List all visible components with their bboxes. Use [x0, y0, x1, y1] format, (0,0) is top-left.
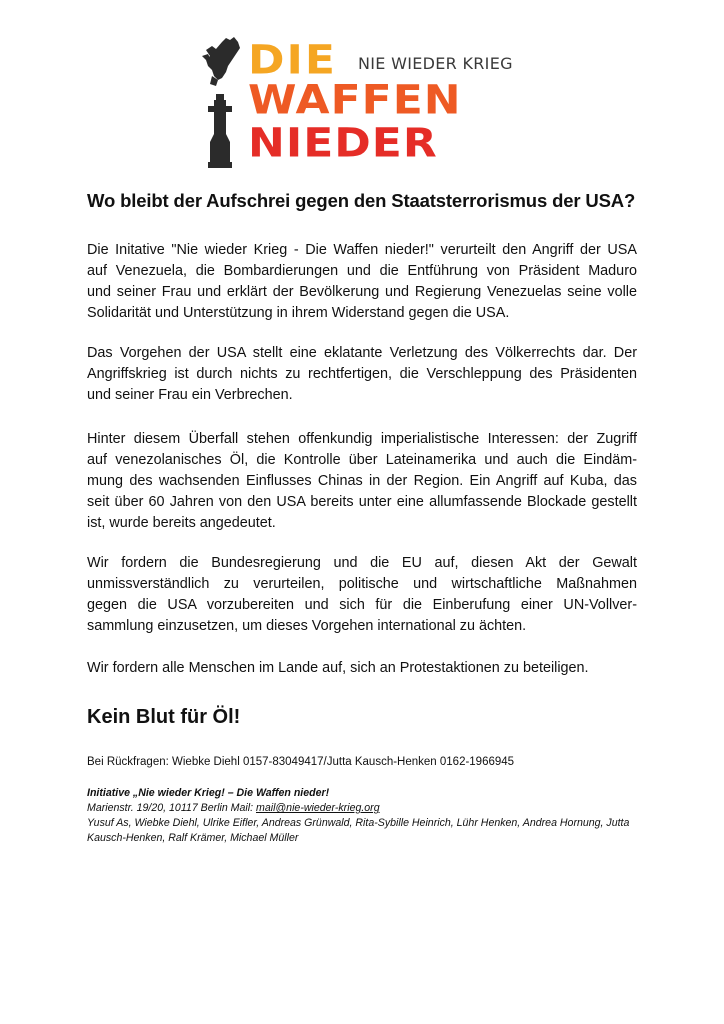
paragraph-line: auf venezolanisches Öl, die Kontrolle über Lateinamerika und auch die Eindäm- [87, 452, 637, 468]
email-link[interactable]: mail@nie-wieder-krieg.org [256, 802, 380, 814]
paragraph-line: Das Vorgehen der USA stellt eine eklatante Verletzung des Völkerrechts dar. Der [87, 345, 637, 361]
paragraph-line: Wir fordern die Bundesregierung und die EU auf, diesen Akt der Gewalt [87, 555, 637, 571]
paragraph-2 [87, 343, 637, 406]
paragraph-line: und seiner Frau und erklärt der Bevölkerung und Regierung Venezuelas seine volle [87, 284, 637, 300]
slogan-heading: Kein Blut für Öl! [87, 706, 241, 728]
paragraph-line: Angriffskrieg ist durch nichts zu rechtfertigen, die Verschleppung des Präsidenten [87, 366, 637, 382]
paragraph-line: Die Initative "Nie wieder Krieg - Die Waffen nieder!" verurteilt den Angriff der USA [87, 242, 637, 258]
logo [200, 36, 540, 170]
paragraph-line: seit über 60 Jahren von den USA bereits unter eine allumfassende Blockade gestellt [87, 494, 637, 510]
paragraph-line: und seiner Frau ein Verbrechen. [87, 387, 293, 403]
paragraph-3 [87, 429, 637, 534]
dove-and-missile-icon [200, 36, 246, 170]
paragraph-1 [87, 240, 637, 324]
logo-word-nieder: NIEDER [248, 119, 438, 167]
footer-address-line [87, 801, 637, 816]
logo-word-die: DIE [248, 36, 337, 84]
document-title: Wo bleibt der Aufschrei gegen den Staatsterrorismus der USA? [87, 190, 636, 211]
logo-word-waffen: WAFFEN [248, 76, 462, 124]
footer-organization: Initiative „Nie wieder Krieg! – Die Waffen nieder! [87, 787, 330, 799]
paragraph-line: auf Venezuela, die Bombardierungen und die Entführung von Präsident Maduro [87, 263, 637, 279]
paragraph-line: sammlung einzusetzen, um dieses Vorgehen international zu ächten. [87, 618, 527, 634]
footer-address: Marienstr. 19/20, 10117 Berlin Mail: [87, 802, 256, 814]
contact-info: Bei Rückfragen: Wiebke Diehl 0157-83049417/Jutta Kausch-Henken 0162-1966945 [87, 756, 515, 768]
footer-names-line-1: Yusuf As, Wiebke Diehl, Ulrike Eifler, Andreas Grünwald, Rita-Sybille Heinrich, Lühr Henken, Andrea Hornung, Jutta [87, 817, 630, 829]
paragraph-line: Hinter diesem Überfall stehen offenkundig imperialistische Interessen: der Zugriff [87, 431, 637, 447]
logo-tagline: NIE WIEDER KRIEG [358, 54, 513, 73]
paragraph-line: mung des wachsenden Einflusses Chinas in der Region. Ein Angriff auf Kuba, das [87, 473, 637, 489]
paragraph-line: unmissverständlich zu verurteilen, politische und wirtschaftliche Maßnahmen [87, 576, 637, 592]
paragraph-line: Wir fordern alle Menschen im Lande auf, sich an Protestaktionen zu beteiligen. [87, 660, 589, 676]
footer-names-line-2: Kausch-Henken, Ralf Krämer, Michael Müller [87, 832, 299, 844]
paragraph-line: ist, wurde bereits angedeutet. [87, 515, 276, 531]
paragraph-line: Solidarität und Unterstützung in ihrem Widerstand gegen die USA. [87, 305, 510, 321]
paragraph-line: gegen die USA vorzubereiten und sich für die Einberufung einer UN-Vollver- [87, 597, 637, 613]
footer [87, 786, 637, 846]
paragraph-4 [87, 553, 637, 637]
paragraph-5 [87, 658, 637, 679]
